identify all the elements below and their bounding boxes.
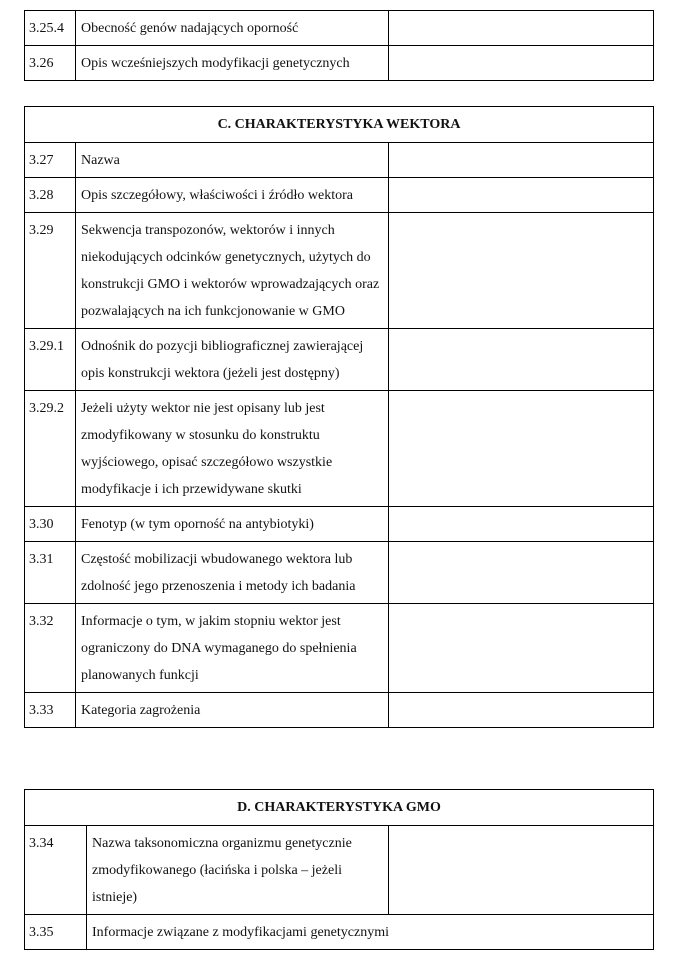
section-header-row — [25, 790, 654, 826]
table-row — [25, 329, 654, 391]
row-label: Jeżeli użyty wektor nie jest opisany lub jest zmodyfikowany w stosunku do konstruktu wyjściowego, opisać szczegółowo wszystkie modyfikacje i ich przewidywane skutki — [76, 391, 389, 507]
answer-cell[interactable] — [389, 391, 654, 507]
answer-cell[interactable] — [389, 213, 654, 329]
section-c-table — [24, 106, 654, 728]
row-label: Odnośnik do pozycji bibliograficznej zawierającej opis konstrukcji wektora (jeżeli jest dostępny) — [76, 329, 389, 391]
row-number: 3.25.4 — [25, 11, 76, 46]
table-row — [25, 542, 654, 604]
form-table-continued — [24, 10, 654, 81]
table-row — [25, 178, 654, 213]
answer-cell[interactable] — [389, 143, 654, 178]
row-label: Opis wcześniejszych modyfikacji genetycznych — [76, 46, 389, 81]
row-label: Nazwa — [76, 143, 389, 178]
row-label: Fenotyp (w tym oporność na antybiotyki) — [76, 507, 389, 542]
answer-cell[interactable] — [389, 693, 654, 728]
answer-cell[interactable] — [389, 604, 654, 693]
row-label: Obecność genów nadających oporność — [76, 11, 389, 46]
answer-cell[interactable] — [389, 507, 654, 542]
answer-cell[interactable] — [389, 329, 654, 391]
table-row — [25, 11, 654, 46]
table-row — [25, 507, 654, 542]
row-number: 3.29 — [25, 213, 76, 329]
row-number: 3.34 — [25, 826, 87, 915]
row-label: Sekwencja transpozonów, wektorów i innych niekodujących odcinków genetycznych, użytych do konstrukcji GMO i wektorów wprowadzających oraz pozwalających na ich funkcjonowanie w GMO — [76, 213, 389, 329]
row-number: 3.29.1 — [25, 329, 76, 391]
answer-cell[interactable] — [389, 542, 654, 604]
table-row — [25, 391, 654, 507]
row-number: 3.29.2 — [25, 391, 76, 507]
table-row — [25, 143, 654, 178]
section-d-title: D. CHARAKTERYSTYKA GMO — [25, 790, 654, 826]
row-number: 3.31 — [25, 542, 76, 604]
row-label: Informacje związane z modyfikacjami genetycznymi — [87, 915, 654, 950]
section-d-table — [24, 789, 654, 950]
section-header-row — [25, 107, 654, 143]
table-row — [25, 693, 654, 728]
row-number: 3.26 — [25, 46, 76, 81]
row-number: 3.32 — [25, 604, 76, 693]
row-number: 3.35 — [25, 915, 87, 950]
section-c-title: C. CHARAKTERYSTYKA WEKTORA — [25, 107, 654, 143]
row-number: 3.33 — [25, 693, 76, 728]
table-row — [25, 915, 654, 950]
row-label: Częstość mobilizacji wbudowanego wektora lub zdolność jego przenoszenia i metody ich badania — [76, 542, 389, 604]
table-row — [25, 826, 654, 915]
answer-cell[interactable] — [389, 178, 654, 213]
row-label: Informacje o tym, w jakim stopniu wektor jest ograniczony do DNA wymaganego do spełnienia planowanych funkcji — [76, 604, 389, 693]
row-number: 3.28 — [25, 178, 76, 213]
answer-cell[interactable] — [389, 826, 654, 915]
row-label: Nazwa taksonomiczna organizmu genetycznie zmodyfikowanego (łacińska i polska – jeżeli istnieje) — [87, 826, 389, 915]
row-label: Kategoria zagrożenia — [76, 693, 389, 728]
table-row — [25, 213, 654, 329]
answer-cell[interactable] — [389, 11, 654, 46]
table-row — [25, 46, 654, 81]
table-row — [25, 604, 654, 693]
row-label: Opis szczegółowy, właściwości i źródło wektora — [76, 178, 389, 213]
answer-cell[interactable] — [389, 46, 654, 81]
row-number: 3.27 — [25, 143, 76, 178]
row-number: 3.30 — [25, 507, 76, 542]
